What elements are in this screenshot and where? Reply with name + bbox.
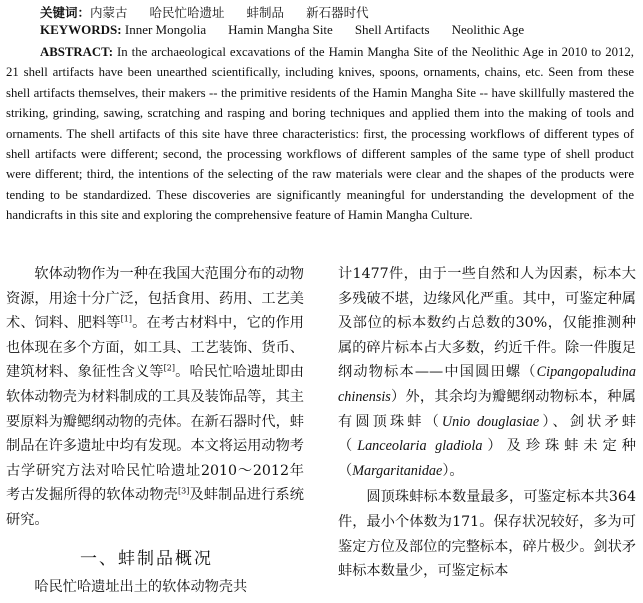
abstract	[6, 42, 634, 226]
reference-mark[interactable]: [2]	[163, 363, 175, 373]
intro-paragraph	[6, 262, 304, 533]
body-column-right	[338, 262, 636, 584]
body-text: ）、剑状矛蚌（	[338, 413, 636, 455]
keyword-cn-item: 内蒙古	[90, 5, 128, 20]
keywords-cn	[40, 3, 369, 21]
section-paragraph: 哈民忙哈遗址出土的软体动物壳共	[34, 578, 248, 595]
body-paragraph: 圆顶珠蚌标本数量最多，可鉴定标本共364件，最小个体数为171。保存状况较好，多为可鉴定方位及部位的完整标本，碎片极少。剑状矛蚌标本数量少，可鉴定标本	[338, 489, 636, 580]
keyword-en-item: Neolithic Age	[451, 22, 525, 37]
keyword-cn-item: 蚌制品	[246, 5, 285, 20]
species-name: Margaritanidae	[352, 462, 443, 479]
keyword-cn-item: 哈民忙哈遗址	[149, 5, 225, 20]
intro-text: 软体动物作为一种在我国大范围分布的动物资源，用途十分广泛，包括食用、药用、工艺美术、饲料、肥料等	[6, 266, 304, 332]
reference-mark[interactable]: [1]	[120, 314, 132, 324]
abstract-label: ABSTRACT:	[40, 45, 114, 59]
keywords-en-label: KEYWORDS:	[40, 22, 122, 37]
species-name: Cipangopaludina chinensis	[338, 364, 636, 405]
body-column-left	[6, 262, 304, 599]
keywords-en	[40, 22, 524, 38]
body-text: ）及珍珠蚌未定种（	[338, 438, 636, 479]
section-heading: 一、蚌制品概况	[80, 548, 213, 569]
species-name: Unio douglasiae	[441, 413, 540, 430]
species-name: Lanceolaria gladiola	[357, 438, 483, 455]
intro-text: 。在考古材料中，它的作用也体现在多个方面，如工具、工艺装饰、货币、建筑材料、象征性含义等	[6, 315, 304, 381]
keyword-en-item: Shell Artifacts	[354, 22, 430, 37]
reference-mark[interactable]: [3]	[177, 486, 190, 496]
body-text: ）外，其余均为瓣鳃纲动物标本，种属有圆顶珠蚌（	[338, 388, 636, 430]
body-text: 计1477件，由于一些自然和人为因素，标本大多残破不堪，边缘风化严重。其中，可鉴定种属及部位的标本数约占总数的30%，仅能推测种属的碎片标本占大多数，约近千件。除一件腹足纲动物标本——中国圆田螺（	[338, 266, 636, 381]
keywords-cn-label: 关键词：	[40, 5, 91, 20]
continued-paragraph	[338, 262, 636, 483]
intro-text: 及蚌制品进行系统研究。	[6, 487, 304, 528]
abstract-text: In the archaeological excavations of the Hamin Mangha Site of the Neolithic Age in 2010 to 2012, 21 shell artifacts have been unearthed scientifically, including knives, spoons, ornaments, chains, etc. Seen from these shell artifacts themselves, their makers -- the primitive residents of the Hamin Mangha Site -- have skillfully mastered the striking, grinding, sawing, scratching and rasping and boring techniques and applied them into the making of tools and ornaments. The shell artifacts of this site have three characteristics: first, the processing workflows of different types of shell artifacts were different; second, the processing workflows of different samples of the same type of shell product were different; third, the intentions of the selecting of the raw materials were clear and the shapes of the products were tending to be standardized. These discoveries are significantly meaningful for understanding the development of the handicrafts in this site and exploring the comprehensive feature of Hamin Mangha Culture.	[6, 45, 634, 223]
body-text: ）。	[442, 462, 464, 479]
keyword-cn-item: 新石器时代	[306, 5, 369, 20]
keyword-en-item: Hamin Mangha Site	[228, 22, 333, 37]
intro-text: 。哈民忙哈遗址即由软体动物壳为材料制成的工具及装饰品等，其主要原料为瓣鳃纲动物的壳体。在新石器时代，蚌制品在许多遗址中均有发现。本文将运用动物考古学研究方法对哈民忙哈遗址2010～2012年考古发掘所得的软体动物壳	[6, 364, 304, 504]
keyword-en-item: Inner Mongolia	[124, 22, 207, 37]
